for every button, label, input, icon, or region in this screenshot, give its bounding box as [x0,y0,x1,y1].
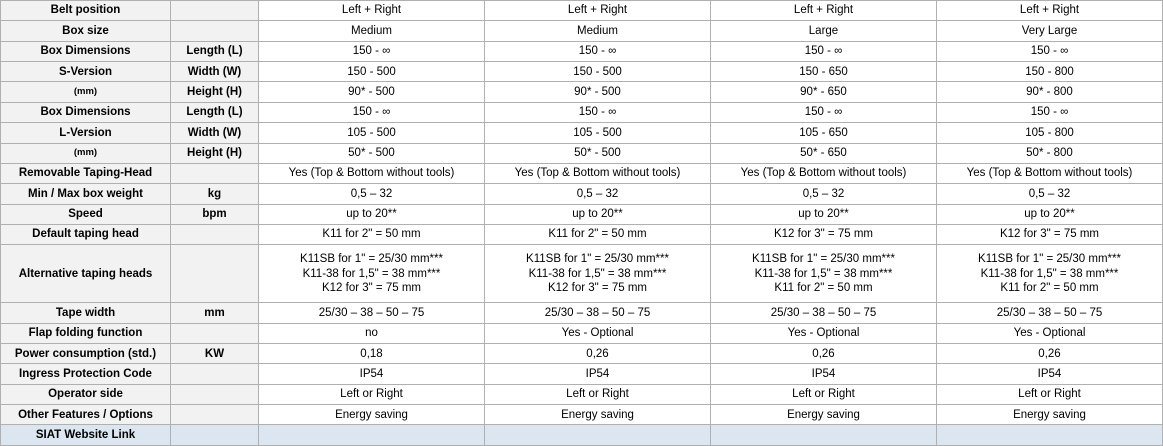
cell-col1: Left + Right [259,1,485,21]
cell-line-3: K12 for 3" = 75 mm [321,282,421,294]
cell-col4: Energy saving [937,405,1163,425]
cell-col1: Medium [259,21,485,41]
cell-line-1: K11SB for 1" = 25/30 mm*** [526,253,669,266]
cell-col1: Energy saving [259,405,485,425]
cell-col1: IP54 [259,364,485,384]
row-label: Operator side [1,384,171,404]
cell-col4: 150 - ∞ [937,102,1163,122]
cell-col2: IP54 [485,364,711,384]
row-unit: bpm [171,204,259,224]
cell-col2: 105 - 500 [485,123,711,143]
cell-line-2: K11-38 for 1,5" = 38 mm*** [528,267,667,280]
cell-col4: 150 - 800 [937,62,1163,82]
table-row [1,323,1163,343]
row-unit: kg [171,184,259,204]
cell-col1: up to 20** [259,204,485,224]
cell-col2: Left + Right [485,1,711,21]
cell-col2: 0,26 [485,344,711,364]
cell-col1: Left or Right [259,384,485,404]
cell-col3: 0,5 – 32 [711,184,937,204]
cell-col2: K11 for 2" = 50 mm [485,224,711,244]
row-unit: mm [171,303,259,323]
cell-col2: 150 - ∞ [485,102,711,122]
website-link-col3[interactable] [711,425,937,446]
website-link-col1[interactable] [259,425,485,446]
cell-col1: 0,5 – 32 [259,184,485,204]
row-unit [171,1,259,21]
table-row [1,384,1163,404]
cell-col1 [259,245,485,303]
cell-col3 [711,245,937,303]
cell-col3: Left + Right [711,1,937,21]
table-row [1,163,1163,183]
row-unit [171,405,259,425]
table-row [1,82,1163,102]
cell-col4: 105 - 800 [937,123,1163,143]
cell-col4 [937,245,1163,303]
cell-col1: 50* - 500 [259,143,485,163]
table-row [1,184,1163,204]
cell-col4: 0,26 [937,344,1163,364]
cell-col1: 90* - 500 [259,82,485,102]
row-unit [171,425,259,446]
row-label: Box size [1,21,171,41]
cell-line-1: K11SB for 1" = 25/30 mm*** [752,253,895,266]
cell-line-1: K11SB for 1" = 25/30 mm*** [978,253,1121,266]
cell-col4: IP54 [937,364,1163,384]
table-row [1,62,1163,82]
row-label [1,82,171,102]
cell-col2: Left or Right [485,384,711,404]
table-row [1,224,1163,244]
row-label: L-Version [1,123,171,143]
cell-col4: Yes (Top & Bottom without tools) [937,163,1163,183]
cell-col2: Energy saving [485,405,711,425]
cell-col3: K12 for 3" = 75 mm [711,224,937,244]
cell-col3: 0,26 [711,344,937,364]
cell-col2: 150 - 500 [485,62,711,82]
cell-col1: 105 - 500 [259,123,485,143]
cell-line-3: K12 for 3" = 75 mm [547,282,647,294]
row-label: Box Dimensions [1,102,171,122]
cell-col3: 50* - 650 [711,143,937,163]
row-label: Flap folding function [1,323,171,343]
row-unit [171,323,259,343]
row-unit: Length (L) [171,102,259,122]
row-unit: Height (H) [171,143,259,163]
row-label: Min / Max box weight [1,184,171,204]
cell-col1: 150 - ∞ [259,102,485,122]
cell-col4: 90* - 800 [937,82,1163,102]
row-label: SIAT Website Link [1,425,171,446]
cell-col4: Left or Right [937,384,1163,404]
cell-col1: Yes (Top & Bottom without tools) [259,163,485,183]
row-unit [171,224,259,244]
cell-col1: K11 for 2" = 50 mm [259,224,485,244]
cell-col1: 150 - 500 [259,62,485,82]
cell-col2: 25/30 – 38 – 50 – 75 [485,303,711,323]
cell-col3: 25/30 – 38 – 50 – 75 [711,303,937,323]
table-row [1,1,1163,21]
cell-col2: 50* - 500 [485,143,711,163]
cell-col4: Left + Right [937,1,1163,21]
row-unit: Length (L) [171,41,259,61]
row-label: S-Version [1,62,171,82]
cell-col3: Yes - Optional [711,323,937,343]
row-unit [171,384,259,404]
row-unit: Height (H) [171,82,259,102]
website-link-col2[interactable] [485,425,711,446]
cell-col2 [485,245,711,303]
table-row [1,405,1163,425]
cell-col1: 150 - ∞ [259,41,485,61]
cell-col3: Energy saving [711,405,937,425]
table-row [1,204,1163,224]
row-unit: Width (W) [171,123,259,143]
cell-col2: 150 - ∞ [485,41,711,61]
table-row [1,143,1163,163]
website-link-col4[interactable] [937,425,1163,446]
cell-col4: up to 20** [937,204,1163,224]
cell-col3: Large [711,21,937,41]
cell-col3: 90* - 650 [711,82,937,102]
cell-col1: 25/30 – 38 – 50 – 75 [259,303,485,323]
row-unit [171,245,259,303]
cell-col4: 25/30 – 38 – 50 – 75 [937,303,1163,323]
cell-line-2: K11-38 for 1,5" = 38 mm*** [302,267,441,280]
row-label: Alternative taping heads [1,245,171,303]
row-label: Speed [1,204,171,224]
cell-line-3: K11 for 2" = 50 mm [774,282,873,294]
row-unit [171,21,259,41]
table-row [1,21,1163,41]
cell-col3: Left or Right [711,384,937,404]
cell-col4: Yes - Optional [937,323,1163,343]
cell-col3: 150 - ∞ [711,102,937,122]
table-row [1,344,1163,364]
cell-col4: 150 - ∞ [937,41,1163,61]
cell-col4: K12 for 3" = 75 mm [937,224,1163,244]
table-row [1,364,1163,384]
cell-col2: Medium [485,21,711,41]
row-unit: KW [171,344,259,364]
row-unit [171,163,259,183]
cell-line-2: K11-38 for 1,5" = 38 mm*** [980,267,1119,280]
cell-col2: Yes - Optional [485,323,711,343]
cell-col1: 0,18 [259,344,485,364]
row-label-unit-note: (mm) [73,85,98,97]
cell-col2: 0,5 – 32 [485,184,711,204]
table-row [1,123,1163,143]
cell-col3: Yes (Top & Bottom without tools) [711,163,937,183]
cell-col4: 50* - 800 [937,143,1163,163]
row-label: Box Dimensions [1,41,171,61]
row-label: Power consumption (std.) [1,344,171,364]
cell-col3: up to 20** [711,204,937,224]
table-row [1,41,1163,61]
cell-col3: IP54 [711,364,937,384]
cell-col1: no [259,323,485,343]
row-label: Belt position [1,1,171,21]
cell-line-2: K11-38 for 1,5" = 38 mm*** [754,267,893,280]
cell-col3: 150 - ∞ [711,41,937,61]
table-row [1,303,1163,323]
table-row-alternative-taping-heads [1,245,1163,303]
table-row-website-link [1,425,1163,446]
row-label [1,143,171,163]
cell-col4: 0,5 – 32 [937,184,1163,204]
row-label: Tape width [1,303,171,323]
row-label-unit-note: (mm) [73,146,98,158]
row-label: Default taping head [1,224,171,244]
cell-line-3: K11 for 2" = 50 mm [1000,282,1099,294]
cell-col2: 90* - 500 [485,82,711,102]
cell-line-1: K11SB for 1" = 25/30 mm*** [300,253,443,266]
table-row [1,102,1163,122]
cell-col3: 105 - 650 [711,123,937,143]
row-label: Other Features / Options [1,405,171,425]
row-unit [171,364,259,384]
row-unit: Width (W) [171,62,259,82]
row-label: Ingress Protection Code [1,364,171,384]
cell-col4: Very Large [937,21,1163,41]
row-label: Removable Taping-Head [1,163,171,183]
cell-col2: Yes (Top & Bottom without tools) [485,163,711,183]
cell-col3: 150 - 650 [711,62,937,82]
cell-col2: up to 20** [485,204,711,224]
